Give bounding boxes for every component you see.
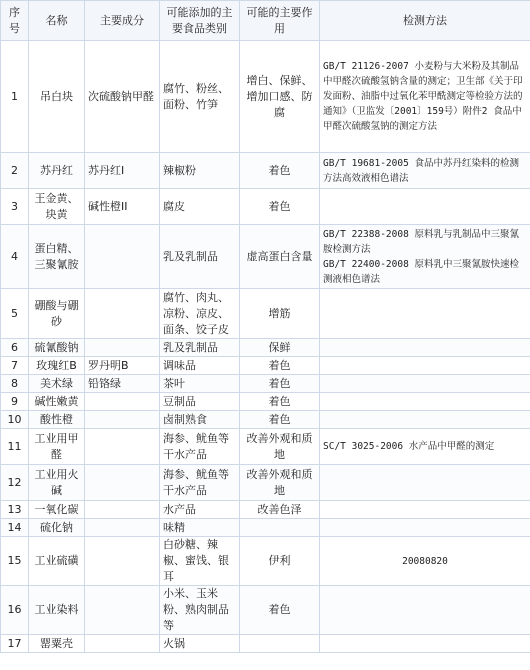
cell-foods: 乳及乳制品	[160, 339, 240, 357]
cell-effect: 着色	[240, 393, 320, 411]
cell-name: 王金黄、块黄	[29, 189, 85, 225]
cell-foods: 辣椒粉	[160, 153, 240, 189]
cell-effect: 着色	[240, 189, 320, 225]
cell-index: 5	[1, 289, 29, 339]
cell-foods: 调味品	[160, 357, 240, 375]
cell-method: GB/T 19681-2005 食品中苏丹红染料的检测方法高效液相色谱法	[320, 153, 530, 189]
table-row	[1, 289, 530, 339]
cell-effect: 虚高蛋白含量	[240, 225, 320, 289]
cell-ingredient	[85, 635, 160, 653]
table-row	[1, 225, 530, 289]
cell-name: 碱性嫩黄	[29, 393, 85, 411]
table-row	[1, 635, 530, 653]
cell-index: 17	[1, 635, 29, 653]
cell-effect: 增筋	[240, 289, 320, 339]
header-index: 序号	[1, 1, 29, 41]
header-foods: 可能添加的主要食品类别	[160, 1, 240, 41]
cell-ingredient	[85, 465, 160, 501]
cell-foods: 茶叶	[160, 375, 240, 393]
cell-method	[320, 375, 530, 393]
table-header-row	[1, 1, 530, 41]
cell-foods: 火锅	[160, 635, 240, 653]
cell-ingredient	[85, 393, 160, 411]
cell-effect: 保鲜	[240, 339, 320, 357]
cell-name: 硼酸与硼砂	[29, 289, 85, 339]
table-row	[1, 519, 530, 537]
cell-foods: 海参、鱿鱼等干水产品	[160, 465, 240, 501]
cell-name: 酸性橙	[29, 411, 85, 429]
table-row	[1, 189, 530, 225]
cell-method	[320, 465, 530, 501]
cell-effect: 增白、保鲜、增加口感、防腐	[240, 41, 320, 153]
cell-foods: 豆制品	[160, 393, 240, 411]
cell-method	[320, 411, 530, 429]
cell-ingredient	[85, 537, 160, 586]
cell-ingredient	[85, 519, 160, 537]
table-row	[1, 375, 530, 393]
cell-index: 16	[1, 586, 29, 635]
cell-method	[320, 635, 530, 653]
cell-ingredient: 苏丹红I	[85, 153, 160, 189]
cell-effect: 改善外观和质地	[240, 429, 320, 465]
cell-name: 工业染料	[29, 586, 85, 635]
cell-effect	[240, 519, 320, 537]
table-row	[1, 41, 530, 153]
cell-foods: 小米、玉米粉、熟肉制品等	[160, 586, 240, 635]
cell-ingredient: 铅铬绿	[85, 375, 160, 393]
cell-method	[320, 289, 530, 339]
cell-name: 吊白块	[29, 41, 85, 153]
cell-name: 工业硫磺	[29, 537, 85, 586]
cell-name: 美术绿	[29, 375, 85, 393]
cell-name: 罂粟壳	[29, 635, 85, 653]
cell-index: 12	[1, 465, 29, 501]
cell-index: 4	[1, 225, 29, 289]
cell-name: 一氧化碳	[29, 501, 85, 519]
cell-ingredient: 碱性橙II	[85, 189, 160, 225]
cell-name: 工业用火碱	[29, 465, 85, 501]
cell-index: 2	[1, 153, 29, 189]
cell-effect: 改善外观和质地	[240, 465, 320, 501]
cell-index: 10	[1, 411, 29, 429]
table-row	[1, 501, 530, 519]
cell-ingredient	[85, 289, 160, 339]
cell-foods: 腐竹、粉丝、面粉、竹笋	[160, 41, 240, 153]
cell-method: SC/T 3025-2006 水产品中甲醛的测定	[320, 429, 530, 465]
cell-effect: 着色	[240, 586, 320, 635]
cell-effect: 着色	[240, 411, 320, 429]
cell-ingredient: 次硫酸钠甲醛	[85, 41, 160, 153]
cell-index: 15	[1, 537, 29, 586]
header-method: 检测方法	[320, 1, 530, 41]
header-name: 名称	[29, 1, 85, 41]
table-row	[1, 357, 530, 375]
cell-ingredient	[85, 339, 160, 357]
cell-index: 8	[1, 375, 29, 393]
cell-ingredient	[85, 225, 160, 289]
cell-name: 硫化钠	[29, 519, 85, 537]
cell-method	[320, 189, 530, 225]
cell-effect: 着色	[240, 375, 320, 393]
cell-foods: 乳及乳制品	[160, 225, 240, 289]
header-ingredient: 主要成分	[85, 1, 160, 41]
cell-foods: 白砂糖、辣椒、蜜饯、银耳	[160, 537, 240, 586]
table-row	[1, 586, 530, 635]
cell-name: 硫氰酸钠	[29, 339, 85, 357]
cell-index: 6	[1, 339, 29, 357]
cell-foods: 卤制熟食	[160, 411, 240, 429]
cell-index: 9	[1, 393, 29, 411]
cell-name: 蛋白精、三聚氰胺	[29, 225, 85, 289]
cell-effect: 改善色泽	[240, 501, 320, 519]
cell-method	[320, 586, 530, 635]
cell-effect: 着色	[240, 357, 320, 375]
cell-name: 苏丹红	[29, 153, 85, 189]
cell-method: GB/T 22388-2008 原料乳与乳制品中三聚氰胺检测方法 GB/T 22400-2008 原料乳中三聚氰胺快速检测液相色谱法	[320, 225, 530, 289]
cell-effect: 着色	[240, 153, 320, 189]
header-effect: 可能的主要作用	[240, 1, 320, 41]
cell-ingredient	[85, 586, 160, 635]
cell-index: 14	[1, 519, 29, 537]
table-row	[1, 537, 530, 586]
cell-ingredient	[85, 501, 160, 519]
table-body	[1, 41, 530, 653]
table-row	[1, 393, 530, 411]
cell-effect: 伊利	[240, 537, 320, 586]
table-row	[1, 429, 530, 465]
table-row	[1, 465, 530, 501]
cell-method	[320, 393, 530, 411]
cell-name: 工业用甲醛	[29, 429, 85, 465]
table-row	[1, 153, 530, 189]
cell-foods: 味精	[160, 519, 240, 537]
cell-method: GB/T 21126-2007 小麦粉与大米粉及其制品中甲醛次硫酸氢钠含量的测定；卫生部《关于印发面粉、油脂中过氧化苯甲酰测定等检验方法的通知》（卫监发〔2001〕159号）附件2 食品中甲醛次硫酸氢钠的测定方法	[320, 41, 530, 153]
table-row	[1, 339, 530, 357]
cell-ingredient: 罗丹明B	[85, 357, 160, 375]
cell-ingredient	[85, 429, 160, 465]
cell-method	[320, 339, 530, 357]
cell-method	[320, 519, 530, 537]
cell-ingredient	[85, 411, 160, 429]
cell-foods: 水产品	[160, 501, 240, 519]
cell-foods: 腐皮	[160, 189, 240, 225]
cell-method: 20080820	[320, 537, 530, 586]
cell-effect	[240, 635, 320, 653]
cell-foods: 腐竹、肉丸、凉粉、凉皮、面条、饺子皮	[160, 289, 240, 339]
cell-foods: 海参、鱿鱼等干水产品	[160, 429, 240, 465]
cell-index: 1	[1, 41, 29, 153]
cell-index: 13	[1, 501, 29, 519]
cell-method	[320, 357, 530, 375]
cell-index: 3	[1, 189, 29, 225]
cell-index: 7	[1, 357, 29, 375]
table-row	[1, 411, 530, 429]
cell-method	[320, 501, 530, 519]
cell-name: 玫瑰红B	[29, 357, 85, 375]
cell-index: 11	[1, 429, 29, 465]
